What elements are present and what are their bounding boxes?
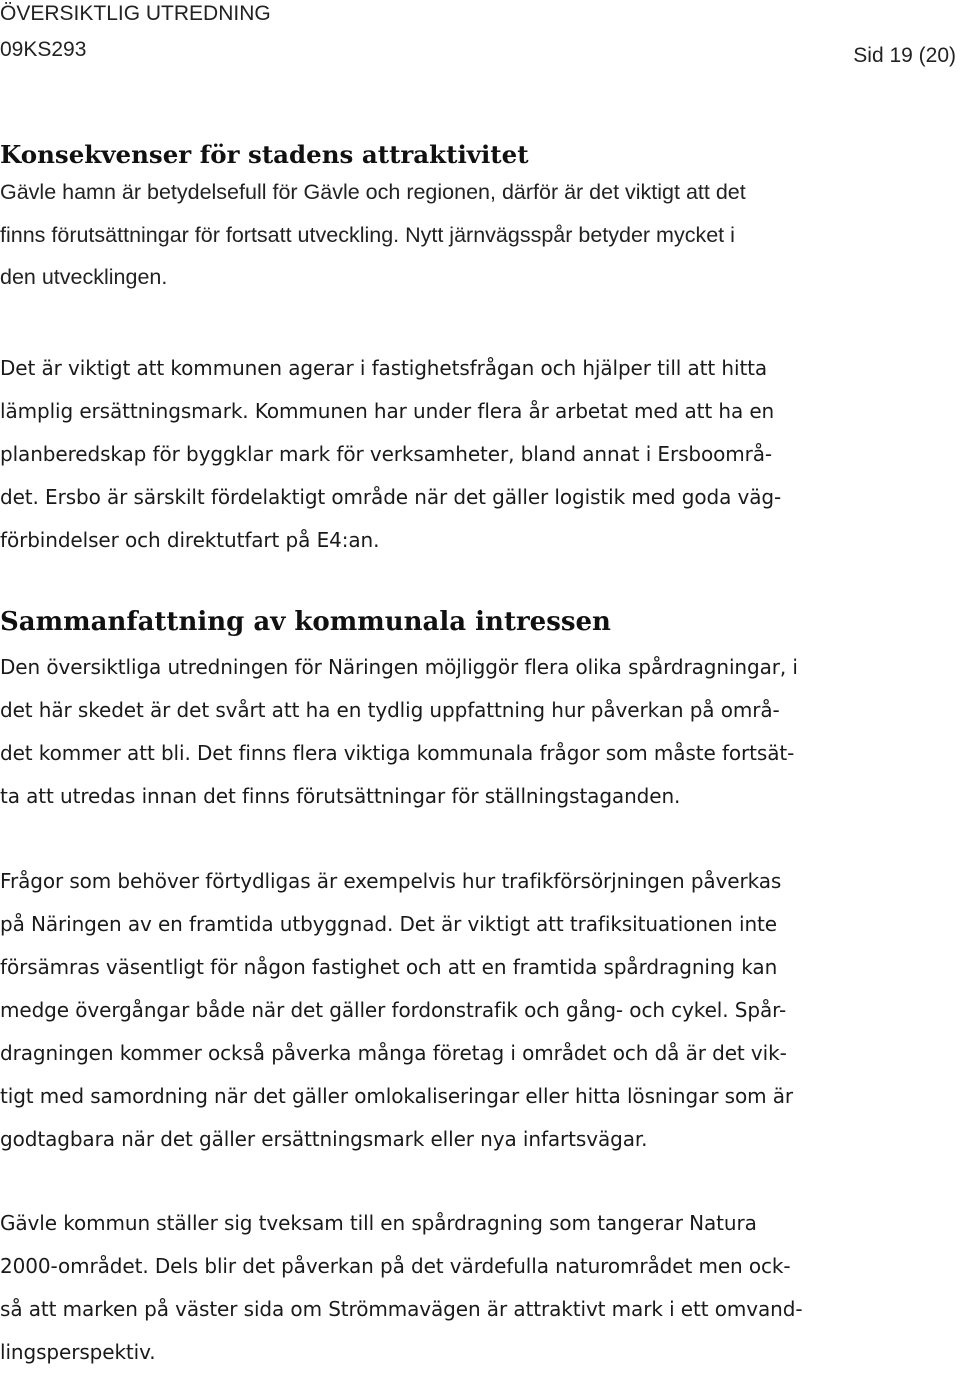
- text-line: det. Ersbo är särskilt fördelaktigt område när det gäller logistik med goda väg-: [0, 485, 782, 509]
- section-heading-summary: Sammanfattning av kommunala intressen: [0, 607, 611, 637]
- text-line: det kommer att bli. Det finns flera viktiga kommunala frågor som måste fortsät-: [0, 741, 795, 765]
- page-number: Sid 19 (20): [853, 44, 956, 67]
- text-line: Frågor som behöver förtydligas är exempelvis hur trafikförsörjningen påverkas: [0, 869, 782, 893]
- text-line: den utvecklingen.: [0, 265, 168, 289]
- text-line: det här skedet är det svårt att ha en tydlig uppfattning hur påverkan på områ-: [0, 698, 780, 722]
- text-line: så att marken på väster sida om Strömmavägen är attraktivt mark i ett omvand-: [0, 1297, 803, 1321]
- text-line: tigt med samordning när det gäller omlokaliseringar eller hitta lösningar som är: [0, 1084, 793, 1108]
- text-line: Gävle kommun ställer sig tveksam till en spårdragning som tangerar Natura: [0, 1211, 757, 1235]
- section-heading-attractivity: Konsekvenser för stadens attraktivitet: [0, 140, 529, 169]
- text-line: finns förutsättningar för fortsatt utveckling. Nytt järnvägsspår betyder mycket i: [0, 222, 735, 247]
- text-line: 2000-området. Dels blir det påverkan på det värdefulla naturområdet men ock-: [0, 1254, 791, 1278]
- text-line: Det är viktigt att kommunen agerar i fastighetsfrågan och hjälper till att hitta: [0, 356, 768, 380]
- text-line: lämplig ersättningsmark. Kommunen har under flera år arbetat med att ha en: [0, 399, 775, 423]
- text-line: Gävle hamn är betydelsefull för Gävle och regionen, därför är det viktigt att det: [0, 180, 746, 204]
- text-line: ta att utredas innan det finns förutsättningar för ställningstaganden.: [0, 784, 681, 808]
- paragraph-property-question: [0, 347, 960, 562]
- paragraph-natura-2000: [0, 1202, 960, 1374]
- document-title: ÖVERSIKTLIG UTREDNING: [0, 2, 271, 25]
- text-line: försämras väsentligt för någon fastighet och att en framtida spårdragning kan: [0, 955, 778, 979]
- paragraph-port-importance: [0, 171, 960, 299]
- text-line: Den översiktliga utredningen för Näringen möjliggör flera olika spårdragningar, i: [0, 655, 798, 679]
- paragraph-summary-intro: [0, 646, 960, 818]
- paragraph-traffic-questions: [0, 860, 960, 1161]
- text-line: dragningen kommer också påverka många företag i området och då är det vik-: [0, 1041, 787, 1065]
- text-line: medge övergångar både när det gäller fordonstrafik och gång- och cykel. Spår-: [0, 998, 787, 1022]
- text-line: på Näringen av en framtida utbyggnad. Det är viktigt att trafiksituationen inte: [0, 912, 777, 936]
- text-line: förbindelser och direktutfart på E4:an.: [0, 528, 380, 552]
- document-code: 09KS293: [0, 38, 87, 61]
- text-line: godtagbara när det gäller ersättningsmark eller nya infartsvägar.: [0, 1127, 648, 1151]
- text-line: planberedskap för byggklar mark för verksamheter, bland annat i Ersboområ-: [0, 442, 773, 466]
- text-line: lingsperspektiv.: [0, 1340, 156, 1364]
